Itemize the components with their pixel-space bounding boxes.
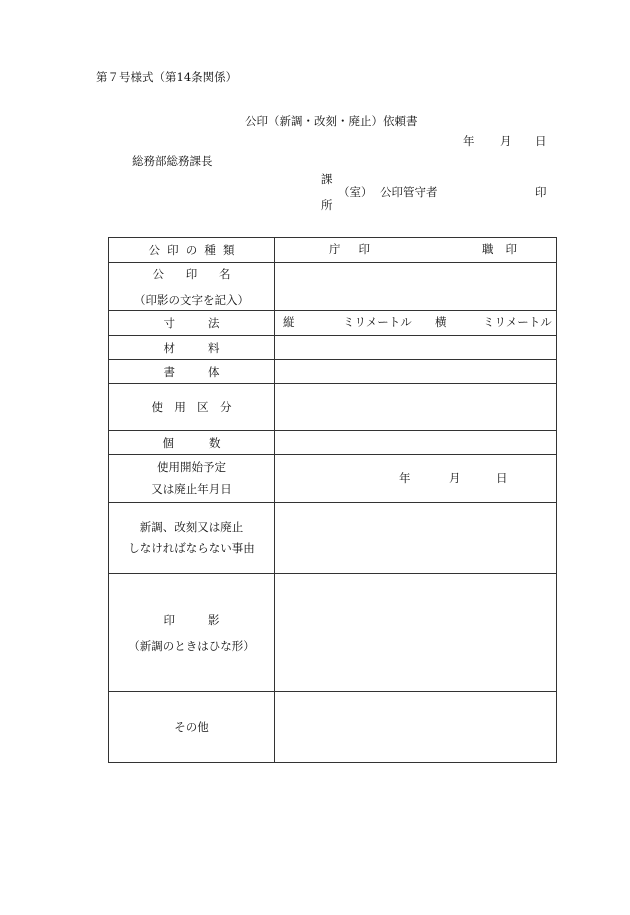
label-char: 体 bbox=[208, 364, 220, 379]
row-other bbox=[109, 692, 557, 763]
label-char: 分 bbox=[219, 400, 232, 414]
label-size bbox=[109, 311, 275, 336]
option-char: 印 bbox=[358, 242, 370, 256]
form-number: 第７号様式（第14条関係） bbox=[96, 70, 238, 84]
option-char: 庁 bbox=[329, 242, 341, 256]
value-seal-type[interactable] bbox=[275, 238, 557, 263]
label-char: 個 bbox=[162, 435, 174, 450]
label-reason-line-1: 新調、改刻又は廃止 bbox=[139, 519, 244, 534]
sender-section-shitsu: （室） bbox=[338, 185, 373, 199]
row-impression bbox=[109, 574, 557, 692]
label-seal-type bbox=[109, 238, 275, 263]
label-char: 書 bbox=[163, 364, 175, 379]
option-official-seal[interactable] bbox=[482, 244, 517, 256]
label-char: の bbox=[185, 243, 198, 257]
label-char: 公 bbox=[152, 266, 164, 281]
size-horizontal-label: 横 bbox=[435, 315, 447, 329]
label-char: 公 bbox=[148, 243, 160, 257]
label-usage bbox=[109, 384, 275, 431]
label-char: 印 bbox=[163, 612, 175, 627]
value-font[interactable] bbox=[275, 360, 557, 384]
date-day: 日 bbox=[535, 134, 547, 148]
label-other-text: その他 bbox=[174, 720, 209, 734]
value-impression[interactable] bbox=[275, 574, 557, 692]
label-char: 法 bbox=[208, 316, 220, 330]
label-char: 影 bbox=[208, 612, 220, 627]
row-count bbox=[109, 431, 557, 455]
label-reason-line-2: しなければならない事由 bbox=[128, 541, 255, 555]
label-char: 寸 bbox=[163, 316, 175, 330]
label-material bbox=[109, 336, 275, 360]
label-seal-name-note: （印影の文字を記入） bbox=[134, 292, 249, 307]
label-char: 数 bbox=[209, 435, 221, 450]
label-char: 印 bbox=[185, 266, 198, 281]
label-reason bbox=[109, 503, 275, 574]
value-seal-name[interactable] bbox=[275, 263, 557, 311]
value-size[interactable] bbox=[275, 311, 557, 336]
size-horizontal-unit: ミリメートル bbox=[483, 315, 552, 329]
option-agency-seal[interactable] bbox=[329, 244, 370, 256]
value-reason[interactable] bbox=[275, 503, 557, 574]
label-char: 名 bbox=[219, 266, 231, 281]
label-char: 材 bbox=[163, 340, 175, 355]
row-reason bbox=[109, 503, 557, 574]
date-month: 月 bbox=[500, 134, 512, 148]
row-seal-name bbox=[109, 263, 557, 311]
document-title: 公印（新調・改刻・廃止）依頼書 bbox=[245, 114, 418, 128]
row-start-date bbox=[109, 455, 557, 503]
sender-section-sho: 所 bbox=[321, 198, 333, 212]
date-year: 年 bbox=[463, 134, 475, 148]
start-date-year: 年 bbox=[399, 471, 411, 485]
sender-section-ka: 課 bbox=[321, 172, 333, 186]
value-usage[interactable] bbox=[275, 384, 557, 431]
custodian-label: 公印管守者 bbox=[380, 185, 438, 199]
label-char: 印 bbox=[167, 243, 179, 257]
value-start-date[interactable] bbox=[275, 455, 557, 503]
option-char: 職 bbox=[482, 242, 494, 256]
label-impression bbox=[109, 574, 275, 692]
row-usage bbox=[109, 384, 557, 431]
value-material[interactable] bbox=[275, 336, 557, 360]
size-vertical-label: 縦 bbox=[283, 315, 295, 329]
row-material bbox=[109, 336, 557, 360]
label-start-date-line-2: 又は廃止年月日 bbox=[151, 481, 232, 496]
label-font bbox=[109, 360, 275, 384]
start-date-month: 月 bbox=[449, 471, 461, 485]
row-seal-type bbox=[109, 238, 557, 263]
row-size bbox=[109, 311, 557, 336]
row-font bbox=[109, 360, 557, 384]
value-count[interactable] bbox=[275, 431, 557, 455]
addressee: 総務部総務課長 bbox=[132, 154, 213, 168]
label-char: 種 bbox=[204, 243, 216, 257]
label-start-date-line-1: 使用開始予定 bbox=[157, 460, 226, 474]
label-start-date bbox=[109, 455, 275, 503]
label-seal-name bbox=[109, 263, 275, 311]
label-char: 用 bbox=[174, 400, 186, 414]
seal-mark: 印 bbox=[535, 185, 547, 199]
start-date-day: 日 bbox=[496, 471, 508, 485]
label-other bbox=[109, 692, 275, 763]
label-char: 使 bbox=[151, 400, 163, 414]
size-vertical-unit: ミリメートル bbox=[343, 315, 412, 329]
label-count bbox=[109, 431, 275, 455]
option-char: 印 bbox=[505, 242, 517, 256]
seal-request-table bbox=[108, 237, 557, 763]
label-char: 類 bbox=[223, 243, 235, 257]
label-char: 料 bbox=[208, 340, 220, 355]
label-impression-note: （新調のときはひな形） bbox=[128, 638, 255, 653]
label-char: 区 bbox=[197, 400, 209, 414]
value-other[interactable] bbox=[275, 692, 557, 763]
